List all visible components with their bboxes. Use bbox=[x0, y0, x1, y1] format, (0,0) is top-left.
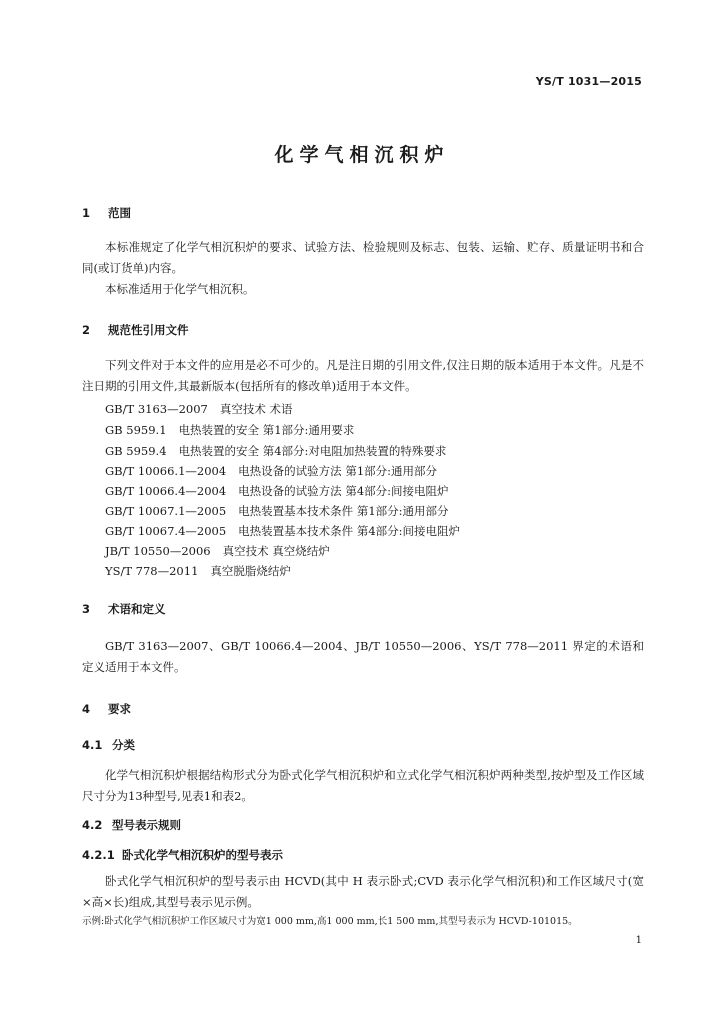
section-number: 4.2.1 bbox=[82, 848, 115, 862]
section-title: 分类 bbox=[112, 738, 135, 752]
section-2-paragraph-1: 下列文件对于本文件的应用是必不可少的。凡是注日期的引用文件,仅注日期的版本适用于本文件。凡是不注日期的引用文件,其最新版本(包括所有的修改单)适用于本文件。 bbox=[82, 358, 644, 393]
section-2-heading bbox=[82, 322, 189, 338]
document-title: 化学气相沉积炉 bbox=[274, 144, 450, 166]
section-3-paragraph-1: GB/T 3163—2007、GB/T 10066.4—2004、JB/T 10550—2006、YS/T 778—2011 界定的术语和定义适用于本文件。 bbox=[82, 639, 644, 674]
section-number: 4.1 bbox=[82, 738, 103, 752]
reference-title: 电热装置基本技术条件 第1部分:通用部分 bbox=[238, 504, 449, 518]
reference-title: 电热设备的试验方法 第1部分:通用部分 bbox=[238, 464, 438, 478]
section-1-heading bbox=[82, 205, 131, 221]
reference-code: GB/T 10066.4—2004 bbox=[105, 484, 227, 498]
section-3-heading bbox=[82, 601, 166, 617]
reference-item bbox=[105, 401, 293, 417]
reference-item bbox=[105, 422, 354, 438]
section-1-paragraph-1: 本标准规定了化学气相沉积炉的要求、试验方法、检验规则及标志、包装、运输、贮存、质量证明书和合同(或订货单)内容。 bbox=[82, 240, 644, 275]
section-number: 1 bbox=[82, 206, 91, 220]
section-number: 4 bbox=[82, 702, 91, 716]
section-title: 术语和定义 bbox=[108, 602, 166, 616]
reference-code: GB 5959.1 bbox=[105, 423, 167, 437]
section-title: 规范性引用文件 bbox=[108, 323, 189, 337]
section-title: 卧式化学气相沉积炉的型号表示 bbox=[122, 848, 283, 862]
reference-item bbox=[105, 503, 449, 519]
section-title: 型号表示规则 bbox=[112, 818, 181, 832]
reference-item bbox=[105, 543, 330, 559]
section-title: 要求 bbox=[108, 702, 131, 716]
reference-code: YS/T 778—2011 bbox=[105, 564, 199, 578]
reference-code: JB/T 10550—2006 bbox=[105, 544, 211, 558]
reference-item bbox=[105, 463, 437, 479]
reference-code: GB 5959.4 bbox=[105, 444, 167, 458]
section-4-2-1-heading bbox=[82, 847, 283, 863]
reference-item bbox=[105, 443, 446, 459]
reference-title: 电热设备的试验方法 第4部分:间接电阻炉 bbox=[238, 484, 449, 498]
section-number: 4.2 bbox=[82, 818, 103, 832]
reference-title: 电热装置基本技术条件 第4部分:间接电阻炉 bbox=[238, 524, 461, 538]
reference-code: GB/T 10067.4—2005 bbox=[105, 524, 227, 538]
reference-item bbox=[105, 563, 291, 579]
reference-title: 真空技术 术语 bbox=[219, 402, 293, 416]
reference-code: GB/T 3163—2007 bbox=[105, 402, 208, 416]
reference-item bbox=[105, 483, 449, 499]
section-title: 范围 bbox=[108, 206, 131, 220]
section-4-heading bbox=[82, 701, 131, 717]
reference-title: 真空技术 真空烧结炉 bbox=[222, 544, 330, 558]
reference-title: 电热装置的安全 第1部分:通用要求 bbox=[178, 423, 355, 437]
section-4-2-1-paragraph-1: 卧式化学气相沉积炉的型号表示由 HCVD(其中 H 表示卧式;CVD 表示化学气相沉积)和工作区域尺寸(宽×高×长)组成,其型号表示见示例。 bbox=[82, 874, 644, 909]
section-4-2-heading bbox=[82, 817, 181, 833]
example-note: 示例:卧式化学气相沉积炉工作区域尺寸为宽1 000 mm,高1 000 mm,长1 500 mm,其型号表示为 HCVD-101015。 bbox=[82, 916, 578, 927]
section-4-1-heading bbox=[82, 737, 135, 753]
reference-code: GB/T 10066.1—2004 bbox=[105, 464, 227, 478]
reference-code: GB/T 10067.1—2005 bbox=[105, 504, 227, 518]
section-number: 2 bbox=[82, 323, 91, 337]
standard-number: YS/T 1031—2015 bbox=[535, 75, 642, 88]
reference-title: 真空脱脂烧结炉 bbox=[210, 564, 291, 578]
reference-title: 电热装置的安全 第4部分:对电阻加热装置的特殊要求 bbox=[178, 444, 447, 458]
section-number: 3 bbox=[82, 602, 91, 616]
reference-item bbox=[105, 523, 460, 539]
section-4-1-paragraph-1: 化学气相沉积炉根据结构形式分为卧式化学气相沉积炉和立式化学气相沉积炉两种类型,按炉型及工作区域尺寸分为13种型号,见表1和表2。 bbox=[82, 768, 644, 803]
page-number: 1 bbox=[635, 935, 642, 946]
section-1-paragraph-2: 本标准适用于化学气相沉积。 bbox=[105, 282, 255, 296]
